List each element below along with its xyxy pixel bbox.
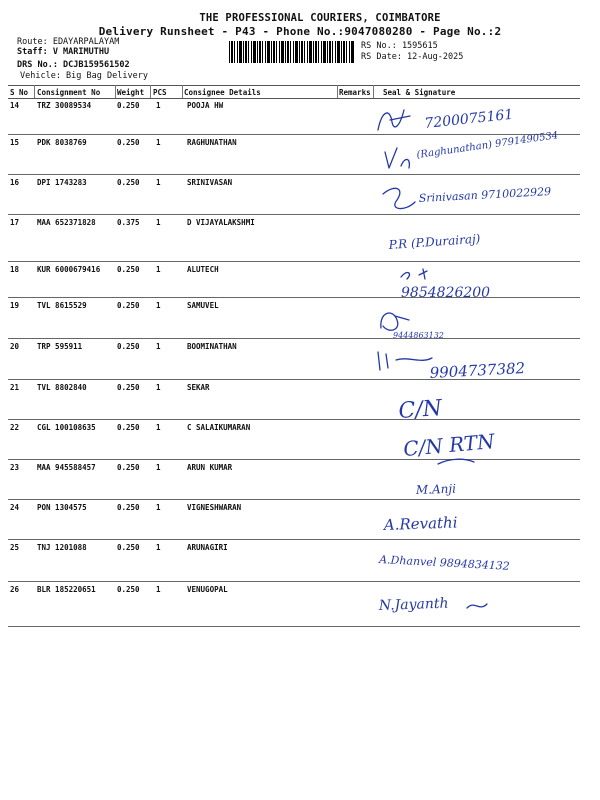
row-pcs: 1 <box>156 265 161 274</box>
row-weight: 0.250 <box>117 543 140 552</box>
row-sno: 25 <box>10 543 20 552</box>
signature-text: 7200075161 <box>423 106 515 132</box>
table-row <box>0 380 600 420</box>
signature-16 <box>375 178 585 222</box>
row-consignment: TNJ 1201088 <box>37 543 87 552</box>
rs-date: RS Date: 12-Aug-2025 <box>361 52 464 62</box>
col-divider <box>115 85 116 98</box>
row-pcs: 1 <box>156 585 161 594</box>
signature-25 <box>375 543 575 583</box>
row-consignment: MAA 652371828 <box>37 218 96 227</box>
signature-text: 9854826200 <box>401 285 491 301</box>
row-sno: 26 <box>10 585 20 594</box>
row-consignment: DPI 1743283 <box>37 178 87 187</box>
col-divider <box>150 85 151 98</box>
rs-number: RS No.: 1595615 <box>361 41 438 51</box>
row-consignment: BLR 185220651 <box>37 585 96 594</box>
row-pcs: 1 <box>156 218 161 227</box>
row-consignment: PDK 8038769 <box>37 138 87 147</box>
signature-26 <box>375 588 515 622</box>
col-header-weight: Weight <box>117 88 145 97</box>
table-row <box>0 420 600 460</box>
row-weight: 0.250 <box>117 265 140 274</box>
col-header-consignment: Consignment No <box>37 88 101 97</box>
row-weight: 0.250 <box>117 301 140 310</box>
signature-21 <box>395 388 495 428</box>
row-consignee: VIGNESHWARAN <box>187 503 242 512</box>
row-weight: 0.250 <box>117 138 140 147</box>
route-label: Route: EDAYARPALAYAM <box>17 37 120 47</box>
signature-15 <box>375 130 585 178</box>
row-weight: 0.250 <box>117 383 140 392</box>
row-consignment: TRP 595911 <box>37 342 83 351</box>
row-sno: 16 <box>10 178 20 187</box>
row-weight: 0.250 <box>117 342 140 351</box>
signature-text: P.R (P.Durairaj) <box>388 231 481 252</box>
barcode <box>229 41 355 63</box>
row-consignment: KUR 6000679416 <box>37 265 101 274</box>
signature-22 <box>400 428 510 470</box>
row-consignee: C SALAIKUMARAN <box>187 423 251 432</box>
signature-text: 9904737382 <box>429 359 526 382</box>
row-pcs: 1 <box>156 178 161 187</box>
row-pcs: 1 <box>156 138 161 147</box>
row-consignee: ALUTECH <box>187 265 219 274</box>
header-top-rule <box>8 85 580 86</box>
row-sno: 23 <box>10 463 20 472</box>
col-divider <box>34 85 35 98</box>
row-consignment: PON 1304575 <box>37 503 87 512</box>
row-sno: 18 <box>10 265 20 274</box>
signature-20 <box>370 344 570 384</box>
row-sno: 21 <box>10 383 20 392</box>
row-pcs: 1 <box>156 423 161 432</box>
row-sno: 17 <box>10 218 20 227</box>
row-weight: 0.250 <box>117 423 140 432</box>
signature-18 <box>395 265 575 301</box>
row-pcs: 1 <box>156 463 161 472</box>
row-pcs: 1 <box>156 503 161 512</box>
signature-text: 9444863132 <box>393 331 444 340</box>
row-weight: 0.250 <box>117 585 140 594</box>
col-header-remarks: Remarks <box>339 88 371 97</box>
runsheet-title: Delivery Runsheet - P43 - Phone No.:9047080280 - Page No.:2 <box>98 25 502 38</box>
row-weight: 0.250 <box>117 178 140 187</box>
signature-text: C/N RTN <box>402 429 496 461</box>
signature-text: N.Jayanth <box>378 595 449 614</box>
row-consignee: VENUGOPAL <box>187 585 228 594</box>
row-sno: 24 <box>10 503 20 512</box>
signature-17 <box>385 225 575 261</box>
col-divider <box>373 85 374 98</box>
col-header-seal: Seal & Signature <box>383 88 456 97</box>
row-consignment: MAA 945588457 <box>37 463 96 472</box>
row-pcs: 1 <box>156 383 161 392</box>
signature-text: Srinivasan 9710022929 <box>418 185 552 205</box>
signature-text: A.Dhanvel 9894834132 <box>378 553 511 573</box>
row-consignee: POOJA HW <box>187 101 224 110</box>
table-row <box>0 460 600 500</box>
col-header-pcs: PCS <box>153 88 167 97</box>
row-sno: 19 <box>10 301 20 310</box>
company-title: THE PROFESSIONAL COURIERS, COIMBATORE <box>199 12 441 24</box>
row-consignee: SRINIVASAN <box>187 178 233 187</box>
row-consignee: SAMUVEL <box>187 301 219 310</box>
row-consignee: SEKAR <box>187 383 210 392</box>
row-rule <box>8 626 580 627</box>
col-header-consignee: Consignee Details <box>184 88 261 97</box>
col-divider <box>337 85 338 98</box>
row-consignment: TVL 8615529 <box>37 301 87 310</box>
signature-text: C/N <box>397 396 443 424</box>
row-consignee: ARUNAGIRI <box>187 543 228 552</box>
row-consignee: RAGHUNATHAN <box>187 138 237 147</box>
col-header-sno: S No <box>10 88 29 97</box>
vehicle-label: Vehicle: Big Bag Delivery <box>20 71 148 81</box>
row-pcs: 1 <box>156 543 161 552</box>
row-consignment: TVL 8802840 <box>37 383 87 392</box>
row-weight: 0.375 <box>117 218 140 227</box>
row-pcs: 1 <box>156 342 161 351</box>
row-pcs: 1 <box>156 101 161 110</box>
row-consignee: BOOMINATHAN <box>187 342 237 351</box>
row-pcs: 1 <box>156 301 161 310</box>
drs-label: DRS No.: DCJB159561502 <box>17 60 130 70</box>
row-sno: 14 <box>10 101 20 110</box>
row-weight: 0.250 <box>117 101 140 110</box>
signature-23 <box>410 474 510 504</box>
signature-text: (Raghunathan) 9791490534 <box>415 130 559 161</box>
row-weight: 0.250 <box>117 503 140 512</box>
row-consignment: TRZ 30089534 <box>37 101 92 110</box>
signature-text: M.Anji <box>415 481 457 497</box>
col-divider <box>182 85 183 98</box>
row-consignee: D VIJAYALAKSHMI <box>187 218 255 227</box>
row-sno: 15 <box>10 138 20 147</box>
row-sno: 20 <box>10 342 20 351</box>
row-weight: 0.250 <box>117 463 140 472</box>
signature-24 <box>380 510 520 542</box>
row-sno: 22 <box>10 423 20 432</box>
row-consignee: ARUN KUMAR <box>187 463 233 472</box>
staff-label: Staff: V MARIMUTHU <box>17 47 110 57</box>
row-consignment: CGL 100108635 <box>37 423 96 432</box>
signature-text: A.Revathi <box>383 513 458 534</box>
signature-19 <box>375 302 555 342</box>
